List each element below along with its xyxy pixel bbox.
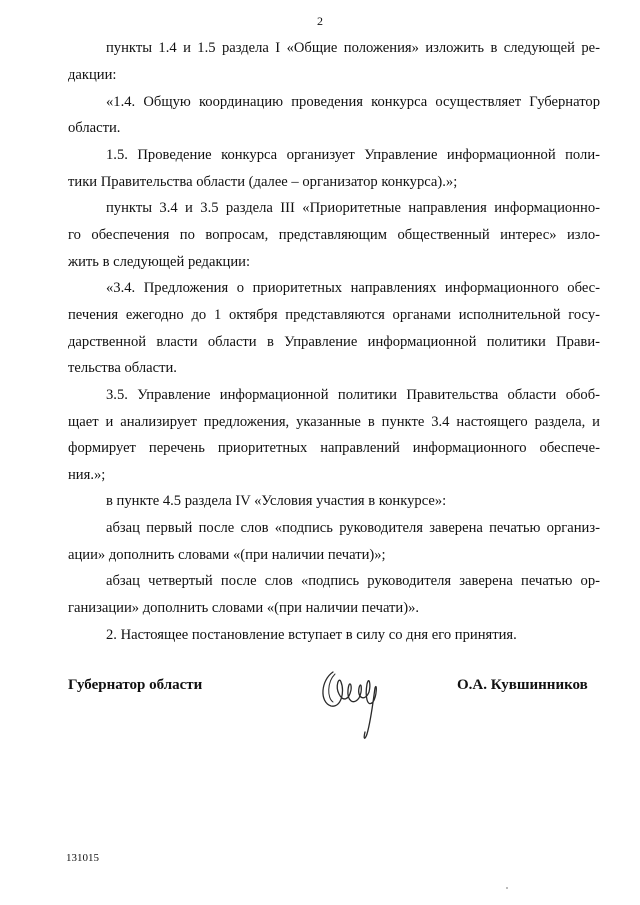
text-line: 2. Настоящее постановление вступает в силу со дня его принятия. — [106, 627, 517, 643]
signatory-title: Губернатор области — [68, 677, 203, 693]
text-line: абзац первый после слов «подпись руководителя заверена печатью организ- — [106, 520, 600, 536]
text-line: «1.4. Общую координацию проведения конкурса осуществляет Губернатор — [106, 94, 600, 110]
text-line: дакции: — [68, 67, 117, 83]
text-line: тики Правительства области (далее – организатор конкурса).»; — [68, 174, 458, 190]
text-line: 3.5. Управление информационной политики Правительства области обоб- — [106, 387, 600, 403]
handwritten-signature — [315, 662, 395, 744]
text-line: абзац четвертый после слов «подпись руководителя заверена печатью ор- — [106, 573, 600, 589]
text-line: печения ежегодно до 1 октября представляются органами исполнительной госу- — [68, 307, 600, 323]
text-line: 1.5. Проведение конкурса организует Управление информационной поли- — [106, 147, 600, 163]
signatory-name: О.А. Кувшинников — [457, 677, 588, 693]
text-line: «3.4. Предложения о приоритетных направлениях информационного обес- — [106, 280, 600, 296]
text-line: области. — [68, 120, 121, 136]
text-line: ния.»; — [68, 467, 106, 483]
text-line: жить в следующей редакции: — [68, 254, 251, 270]
text-line: щает и анализирует предложения, указанные в пункте 3.4 настоящего раздела, и — [68, 414, 600, 430]
page-number: 2 — [317, 14, 323, 28]
text-line: дарственной власти области в Управление информационной политики Прави- — [68, 334, 600, 350]
text-line: го обеспечения по вопросам, представляющим общественный интерес» изло- — [68, 227, 600, 243]
text-line: ации» дополнить словами «(при наличии печати)»; — [68, 547, 386, 563]
text-line: пункты 3.4 и 3.5 раздела III «Приоритетные направления информационно- — [106, 200, 600, 216]
scan-speck — [506, 887, 508, 889]
text-line: формирует перечень приоритетных направлений информационного обеспече- — [68, 440, 600, 456]
document-code: 131015 — [66, 852, 99, 864]
text-line: тельства области. — [68, 360, 177, 376]
text-line: в пункте 4.5 раздела IV «Условия участия в конкурсе»: — [106, 493, 447, 509]
text-line: пункты 1.4 и 1.5 раздела I «Общие положения» изложить в следующей ре- — [106, 40, 600, 56]
text-line: ганизации» дополнить словами «(при наличии печати)». — [68, 600, 420, 616]
